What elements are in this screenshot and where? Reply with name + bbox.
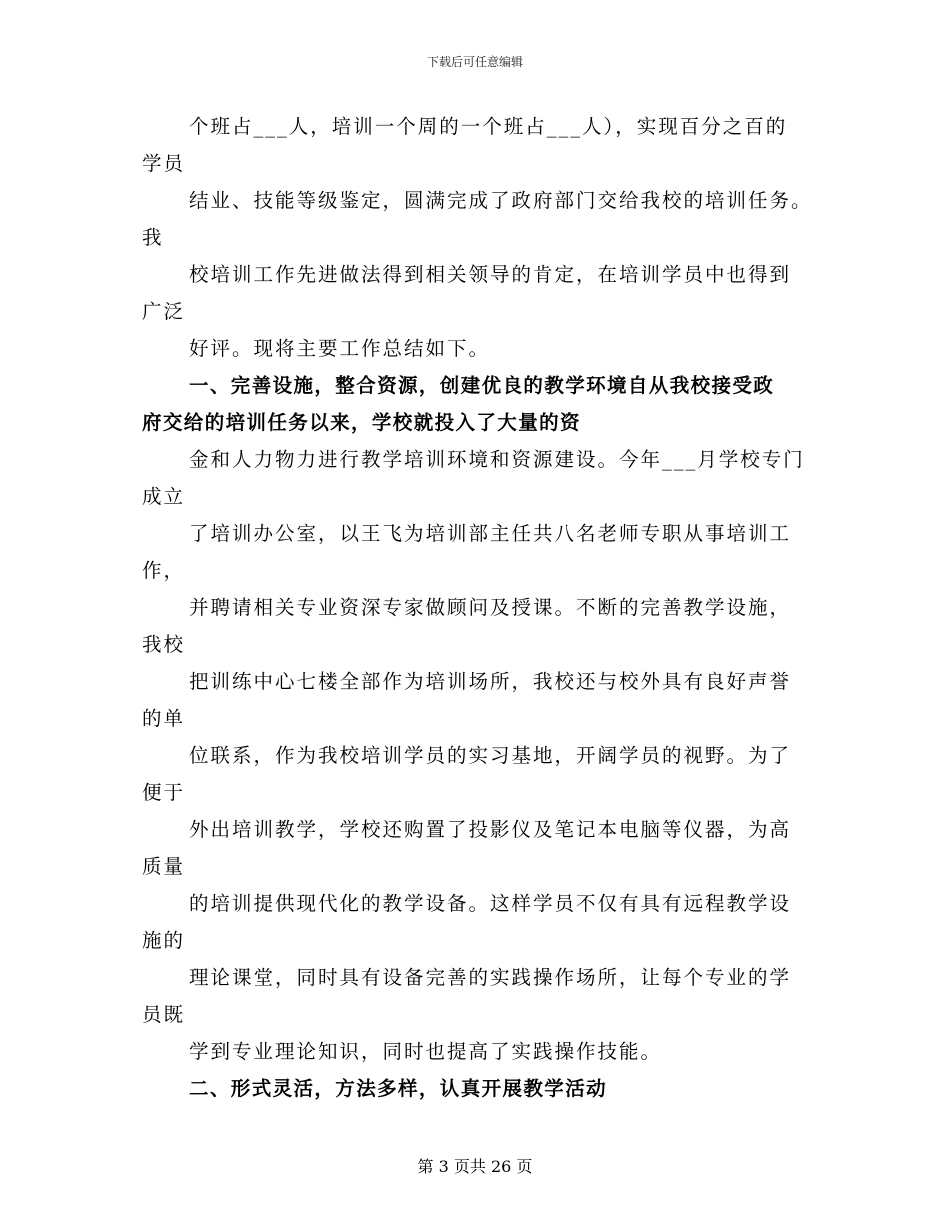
paragraph-line: 好评。现将主要工作总结如下。 (189, 337, 491, 360)
paragraph-line: 理论课堂，同时具有设备完善的实践操作场所，让每个专业的学 (189, 966, 792, 989)
paragraph-line: 便于 (142, 781, 186, 804)
paragraph-line: 成立 (142, 485, 186, 508)
paragraph-line: 外出培训教学，学校还购置了投影仪及笔记本电脑等仪器，为高 (189, 818, 792, 841)
paragraph-line: 我 (142, 226, 164, 249)
paragraph-line: 我校 (142, 633, 186, 656)
page-header: 下载后可任意编辑 (426, 55, 523, 69)
paragraph-line: 施的 (142, 929, 186, 952)
page-footer: 第 3 页共 26 页 (417, 1157, 533, 1176)
paragraph-line: 金和人力物力进行教学培训环境和资源建设。今年___月学校专门 (189, 448, 805, 471)
section-heading-2: 二、形式灵活，方法多样，认真开展教学活动 (189, 1077, 608, 1100)
paragraph-line: 作， (142, 559, 186, 582)
paragraph-line: 结业、技能等级鉴定，圆满完成了政府部门交给我校的培训任务。 (189, 189, 813, 212)
paragraph-line: 的单 (142, 707, 186, 730)
paragraph-line: 学到专业理论知识，同时也提高了实践操作技能。 (189, 1040, 663, 1063)
paragraph-line: 的培训提供现代化的教学设备。这样学员不仅有具有远程教学设 (189, 892, 792, 915)
paragraph-line: 把训练中心七楼全部作为培训场所，我校还与校外具有良好声誉 (189, 670, 792, 693)
paragraph-line: 校培训工作先进做法得到相关领导的肯定，在培训学员中也得到 (189, 263, 792, 286)
paragraph-line: 个班占___人，培训一个周的一个班占___人），实现百分之百的 (189, 115, 788, 138)
paragraph-line: 学员 (142, 152, 186, 175)
paragraph-line: 员既 (142, 1003, 186, 1026)
paragraph-line: 质量 (142, 855, 186, 878)
paragraph-line: 位联系，作为我校培训学员的实习基地，开阔学员的视野。为了 (189, 744, 792, 767)
section-heading-1: 一、完善设施，整合资源，创建优良的教学环境自从我校接受政 (189, 374, 775, 397)
paragraph-line: 并聘请相关专业资深专家做顾问及授课。不断的完善教学设施， (189, 596, 792, 619)
section-heading-1-continued: 府交给的培训任务以来，学校就投入了大量的资 (142, 411, 581, 434)
paragraph-line: 广泛 (142, 300, 186, 323)
paragraph-line: 了培训办公室，以王飞为培训部主任共八名老师专职从事培训工 (189, 522, 792, 545)
